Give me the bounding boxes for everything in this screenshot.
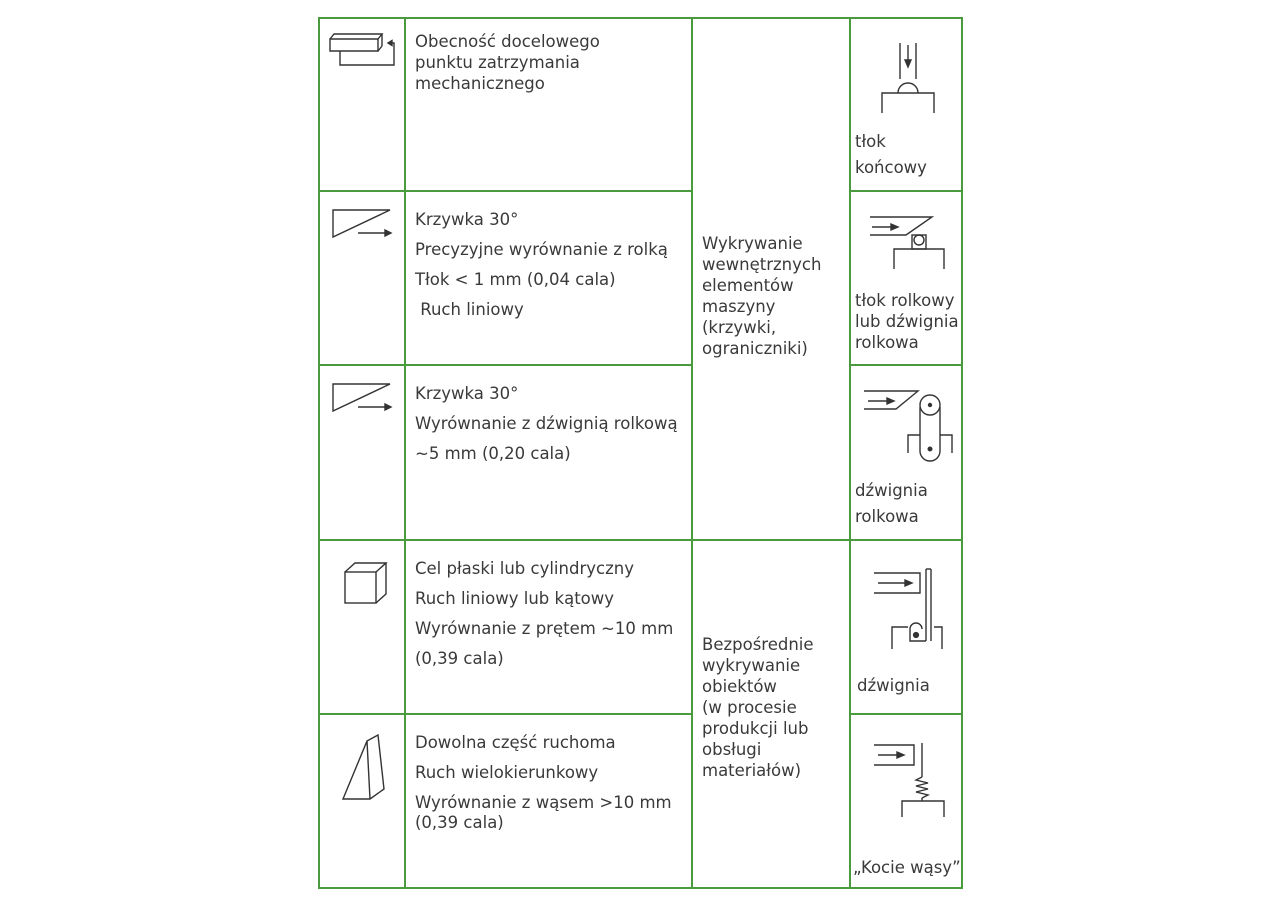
row-1-actuator-label xyxy=(855,129,927,181)
cam-30-icon xyxy=(330,207,396,243)
group-2-line-6: obsługi xyxy=(702,740,762,759)
row-4-line-4: (0,39 cala) xyxy=(415,649,504,668)
row-3-actuator-label xyxy=(855,478,928,530)
group-1-label xyxy=(702,233,821,359)
row-5-description xyxy=(415,728,672,838)
row-5-line-1: Dowolna część ruchoma xyxy=(415,733,616,752)
row-4-line-1: Cel płaski lub cylindryczny xyxy=(415,559,634,578)
row-5-line-4: (0,39 cala) xyxy=(415,813,504,832)
group-2-line-1: Bezpośrednie xyxy=(702,635,814,654)
end-plunger-icon xyxy=(878,39,938,119)
row-2-actuator-label xyxy=(855,290,959,353)
cube-icon xyxy=(342,561,388,607)
row-1-line-2: punktu zatrzymania xyxy=(415,53,580,72)
row-4-line-3: Wyrównanie z prętem ~10 mm xyxy=(415,619,674,638)
row-4-actuator-line-1: dźwignia xyxy=(857,676,930,695)
row-1-actuator-line-2: końcowy xyxy=(855,158,927,177)
rod-lever-icon xyxy=(870,565,950,649)
row-5-line-2: Ruch wielokierunkowy xyxy=(415,763,599,782)
group-2-line-2: wykrywanie xyxy=(702,656,801,675)
group-2-line-3: obiektów xyxy=(702,677,777,696)
row-5-actuator-label xyxy=(853,857,961,879)
row-3-actuator-line-2: rolkowa xyxy=(855,507,919,526)
row-2-actuator-line-3: rolkowa xyxy=(855,333,919,352)
row-2-line-2: Precyzyjne wyrównanie z rolką xyxy=(415,240,668,259)
row-3-line-3: ~5 mm (0,20 cala) xyxy=(415,444,571,463)
row-2-actuator-line-1: tłok rolkowy xyxy=(855,291,955,310)
group-1-line-3: elementów xyxy=(702,276,794,295)
row-4-description xyxy=(415,554,673,674)
row-5-actuator-line-1: „Kocie wąsy” xyxy=(853,858,961,877)
group-2-line-4: (w procesie xyxy=(702,698,797,717)
row-2-actuator-line-2: lub dźwignia xyxy=(855,312,959,331)
row-5-line-3: Wyrównanie z wąsem >10 mm xyxy=(415,793,672,812)
row-2-line-4: Ruch liniowy xyxy=(415,300,524,319)
target-stop-icon xyxy=(326,31,406,71)
roller-plunger-icon xyxy=(866,213,946,273)
sensing-table xyxy=(318,17,963,889)
group-1-line-1: Wykrywanie xyxy=(702,234,803,253)
row-4-actuator-label xyxy=(857,675,930,697)
wedge-icon xyxy=(340,731,392,803)
row-2-description xyxy=(415,205,668,325)
group-1-line-2: wewnętrznych xyxy=(702,255,822,274)
row-3-description xyxy=(415,379,678,469)
group-1-line-5: (krzywki, xyxy=(702,318,777,337)
row-2-line-3: Tłok < 1 mm (0,04 cala) xyxy=(415,270,616,289)
group-2-line-7: materiałów) xyxy=(702,761,801,780)
group-1-line-6: ograniczniki) xyxy=(702,339,808,358)
row-1-line-1: Obecność docelowego xyxy=(415,32,600,51)
row-2-line-1: Krzywka 30° xyxy=(415,210,519,229)
row-3-actuator-line-1: dźwignia xyxy=(855,481,928,500)
row-4-line-2: Ruch liniowy lub kątowy xyxy=(415,589,615,608)
cam-30-icon-2 xyxy=(330,381,396,417)
group-2-line-5: produkcji lub xyxy=(702,719,809,738)
roller-lever-icon xyxy=(860,387,960,467)
group-1-line-4: maszyny xyxy=(702,297,776,316)
row-1-line-3: mechanicznego xyxy=(415,74,545,93)
group-2-label xyxy=(702,634,814,781)
row-3-line-2: Wyrównanie z dźwignią rolkową xyxy=(415,414,678,433)
row-1-description xyxy=(415,31,600,94)
row-3-line-1: Krzywka 30° xyxy=(415,384,519,403)
row-1-actuator-line-1: tłok xyxy=(855,132,886,151)
cat-whisker-icon xyxy=(870,741,950,821)
